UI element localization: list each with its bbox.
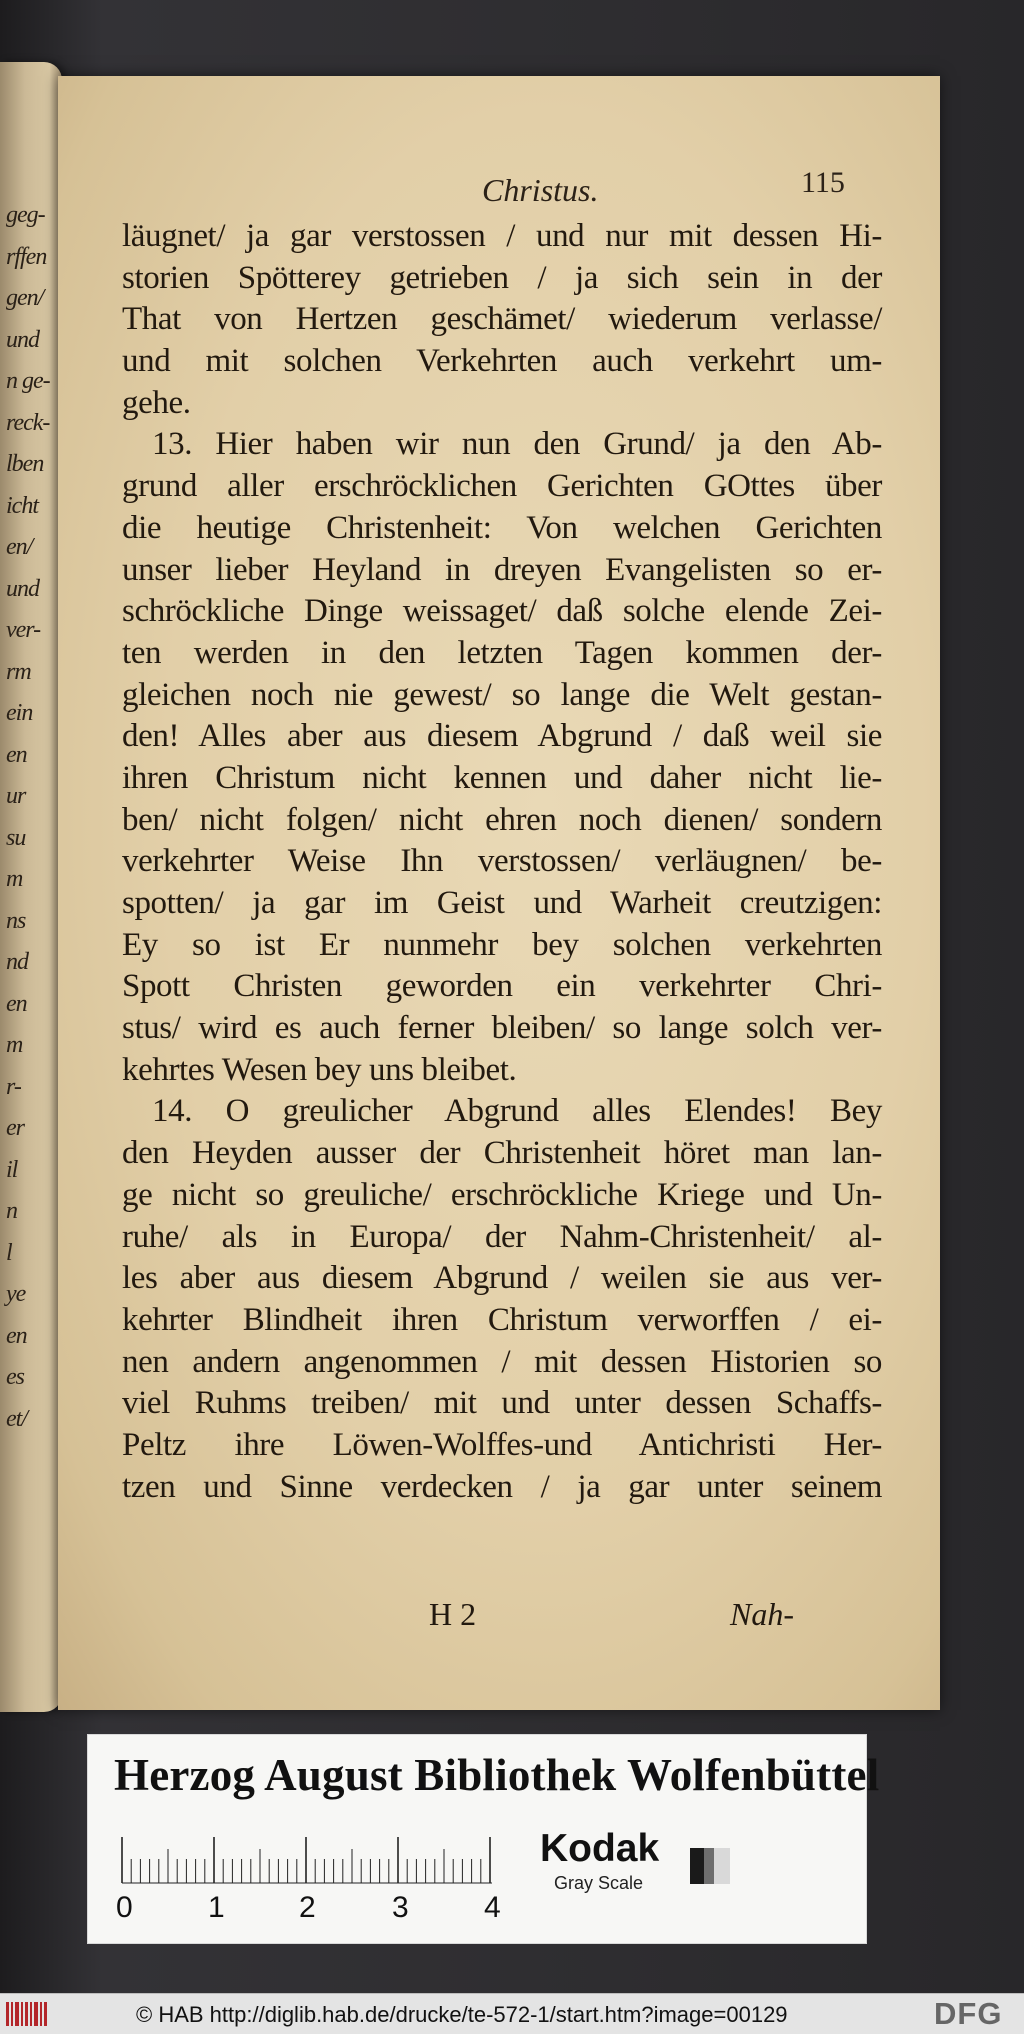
previous-page-fragment: ver-	[6, 617, 41, 643]
previous-page-edge	[0, 62, 62, 1712]
previous-page-fragment: m	[6, 1032, 23, 1058]
gray-patch	[704, 1848, 714, 1884]
previous-page-fragment: et/	[6, 1405, 27, 1432]
text-line: ben/ nicht folgen/ nicht ehren noch dienen/ sondern	[122, 801, 882, 838]
footer-bar	[0, 1993, 1024, 2034]
dfg-logo: DFG	[934, 1996, 1003, 2031]
text-line: grund aller erschröcklichen Gerichten GOttes über	[122, 468, 882, 505]
text-line: kehrter Blindheit ihren Christum verworffen / ei-	[122, 1301, 882, 1338]
text-line: viel Ruhms treiben/ mit und unter dessen Schaffs-	[122, 1385, 882, 1422]
previous-page-fragment: su	[6, 824, 26, 851]
previous-page-fragment: r-	[6, 1073, 21, 1100]
text-line: läugnet/ ja gar verstossen / und nur mit dessen Hi-	[122, 218, 882, 254]
text-line: That von Hertzen geschämet/ wiederum verlasse/	[122, 301, 882, 338]
previous-page-fragment: l	[6, 1239, 12, 1266]
previous-page-fragment: er	[6, 1115, 24, 1141]
previous-page-fragment: rm	[6, 658, 31, 685]
gray-patches	[690, 1848, 730, 1884]
copyright-link[interactable]: © HAB http://diglib.hab.de/drucke/te-572-1/start.htm?image=00129	[136, 2002, 788, 2027]
page-number: 115	[801, 166, 845, 199]
text-line: Spott Christen geworden ein verkehrter Chri-	[122, 968, 882, 1005]
text-line: die heutige Christenheit: Von welchen Gerichten	[122, 509, 882, 546]
text-line: ihren Christum nicht kennen und daher nicht lie-	[122, 759, 882, 796]
text-line: tzen und Sinne verdecken / ja gar unter seinem	[122, 1468, 882, 1505]
body-text	[122, 216, 882, 1508]
ruler-number: 4	[484, 1891, 501, 1924]
previous-page-fragment: reck-	[6, 409, 50, 436]
text-line: les aber aus diesem Abgrund / weilen sie aus ver-	[122, 1260, 882, 1297]
text-line: ge nicht so greuliche/ erschröckliche Kriege und Un-	[122, 1176, 882, 1213]
text-line: gleichen noch nie gewest/ so lange die Welt gestan-	[122, 676, 882, 713]
text-line: Peltz ihre Löwen-Wolffes-und Antichristi Her-	[122, 1426, 882, 1463]
text-line: den Heyden ausser der Christenheit höret man lan-	[122, 1135, 882, 1172]
previous-page-fragment: ye	[6, 1281, 26, 1307]
previous-page-fragment: und	[6, 326, 39, 353]
ruler-number: 0	[116, 1891, 133, 1924]
previous-page-fragment: rffen	[6, 243, 47, 270]
previous-page-fragment: und	[6, 575, 39, 602]
text-line: spotten/ ja gar im Geist und Warheit creutzigen:	[122, 885, 882, 921]
previous-page-fragment: n	[6, 1198, 17, 1224]
previous-page-fragment: ns	[6, 907, 26, 934]
previous-page-fragment: gen/	[6, 285, 44, 311]
text-line: nen andern angenommen / mit dessen Historien so	[122, 1343, 882, 1380]
previous-page-fragment: ur	[6, 783, 26, 809]
previous-page-fragment: en/	[6, 534, 33, 560]
previous-page-fragment: es	[6, 1364, 24, 1390]
signature-line	[58, 1596, 940, 1640]
previous-page-fragment: nd	[6, 949, 28, 975]
library-name: Herzog August Bibliothek Wolfenbüttel	[114, 1750, 880, 1800]
text-line: kehrtes Wesen bey uns bleibet.	[122, 1051, 517, 1088]
text-line: 14. O greulicher Abgrund alles Elendes! Bey	[152, 1093, 882, 1130]
text-line: gehe.	[122, 384, 191, 421]
kodak-logo: Kodak	[540, 1827, 660, 1870]
gray-patch	[690, 1848, 704, 1884]
previous-page-fragment: n ge-	[6, 368, 50, 394]
text-line: ruhe/ als in Europa/ der Nahm-Christenheit/ al-	[122, 1218, 882, 1255]
text-line: ten werden in den letzten Tagen kommen der-	[122, 634, 882, 671]
text-line: 13. Hier haben wir nun den Grund/ ja den Ab-	[152, 426, 882, 463]
gray-scale-label: Gray Scale	[554, 1873, 644, 1893]
gray-patch	[714, 1848, 730, 1884]
scale-ruler	[116, 1827, 558, 1924]
previous-page-fragment: en	[6, 1322, 27, 1349]
previous-page-fragment: en	[6, 990, 27, 1017]
text-line: storien Spötterey getrieben / ja sich sein in der	[122, 259, 882, 296]
ruler-ticks-icon	[118, 1827, 498, 1891]
text-line: stus/ wird es auch ferner bleiben/ so lange solch ver-	[122, 1010, 882, 1047]
previous-page-fragment: ein	[6, 700, 33, 726]
text-line: schröckliche Dinge weissaget/ daß solche elende Zei-	[122, 593, 882, 630]
text-line: Ey so ist Er nunmehr bey solchen verkehrten	[122, 926, 882, 963]
book-page	[58, 76, 940, 1710]
catchword: Nah-	[730, 1596, 794, 1632]
text-line: unser lieber Heyland in dreyen Evangelisten so er-	[122, 551, 882, 588]
text-line: und mit solchen Verkehrten auch verkehrt um-	[122, 343, 882, 380]
hab-barcode-logo-icon	[6, 2000, 50, 2028]
ruler-number: 2	[299, 1891, 316, 1924]
previous-page-fragment: il	[6, 1156, 18, 1183]
text-line: den! Alles aber aus diesem Abgrund / daß weil sie	[122, 718, 882, 755]
ruler-number: 3	[392, 1891, 409, 1924]
ruler-number: 1	[208, 1891, 225, 1924]
previous-page-fragment: icht	[6, 492, 38, 519]
previous-page-fragment: en	[6, 741, 27, 768]
running-head	[58, 166, 940, 212]
printer-signature: H 2	[429, 1596, 477, 1632]
previous-page-fragment: lben	[6, 451, 44, 477]
previous-page-fragment: geg-	[6, 202, 45, 228]
running-head-title: Christus.	[482, 172, 599, 208]
previous-page-fragment: m	[6, 866, 23, 892]
color-target-card	[87, 1734, 880, 1944]
text-line: verkehrter Weise Ihn verstossen/ verläugnen/ be-	[122, 843, 882, 880]
